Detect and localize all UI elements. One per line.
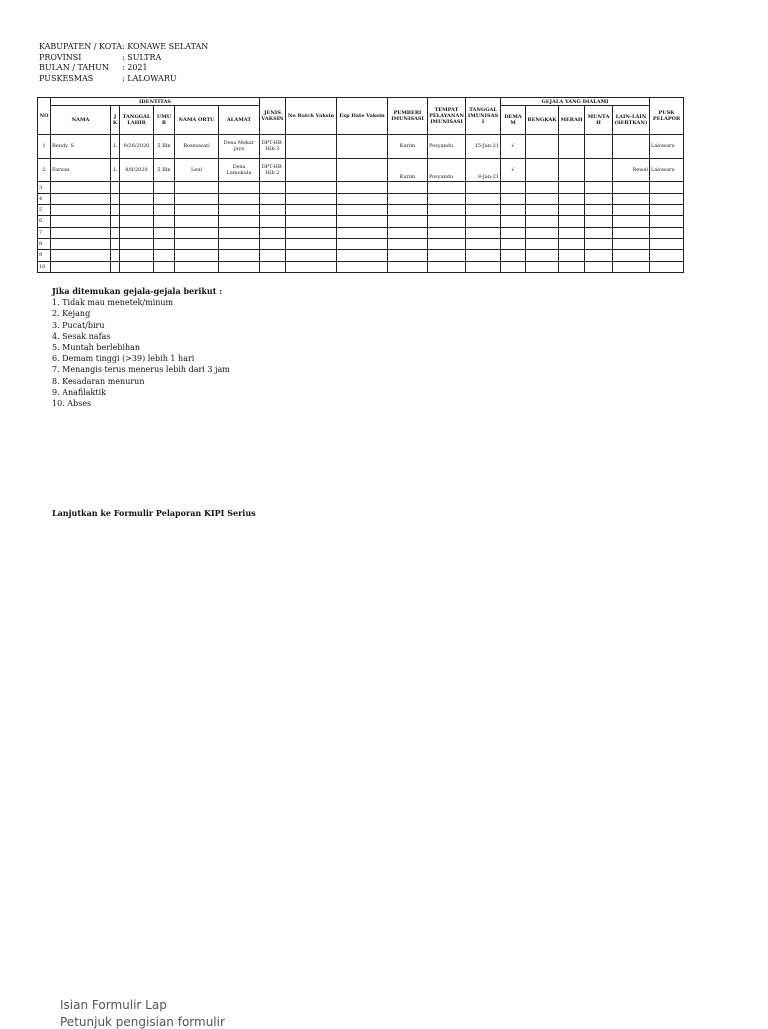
cell-no: 8 (38, 238, 51, 249)
cell-tanggal-imunisasi: 8-Jan-21 (466, 158, 501, 182)
empty-cell (111, 182, 120, 193)
table-row-empty (38, 216, 684, 227)
cell-nama: Rendy. S (51, 135, 111, 159)
empty-cell (388, 205, 428, 216)
cell-nama-ortu: Rosnawati (175, 135, 219, 159)
cell-no: 10 (38, 261, 51, 272)
empty-cell (428, 227, 466, 238)
empty-cell (428, 216, 466, 227)
symptom-item: 3. Pucat/biru (52, 320, 105, 330)
header-identitas: IDENTITAS (51, 98, 260, 106)
empty-cell (650, 261, 684, 272)
empty-cell (219, 205, 260, 216)
empty-cell (501, 261, 526, 272)
meta-row-bulan-tahun (39, 63, 208, 74)
cell-no: 6 (38, 216, 51, 227)
cell-tanggal-lahir: 8/8/2020 (120, 158, 154, 182)
cell-exp-date (337, 135, 388, 159)
empty-cell (585, 250, 613, 261)
table-row-empty (38, 182, 684, 193)
cell-tempat: Posyandu (428, 135, 466, 159)
header-demam: DEMAM (501, 106, 526, 135)
empty-cell (526, 193, 559, 204)
report-metadata (39, 42, 208, 84)
header-jenis-vaksin: JENIS VAKSIN (260, 98, 286, 135)
header-tanggal-lahir: TANGGAL LAHIR (120, 106, 154, 135)
empty-cell (154, 216, 175, 227)
cell-jenis-vaksin: DPT-HB-Hib 2 (260, 158, 286, 182)
empty-cell (388, 182, 428, 193)
table-row-empty (38, 227, 684, 238)
cell-muntah (585, 158, 613, 182)
empty-cell (526, 216, 559, 227)
empty-cell (585, 193, 613, 204)
empty-cell (111, 205, 120, 216)
cell-pemberi: Kurim (388, 135, 428, 159)
cell-tanggal-lahir: 9/26/2020 (120, 135, 154, 159)
empty-cell (219, 182, 260, 193)
empty-cell (559, 216, 585, 227)
symptom-item: 4. Sesak nafas (52, 331, 111, 341)
empty-cell (650, 205, 684, 216)
empty-cell (428, 193, 466, 204)
empty-cell (337, 205, 388, 216)
empty-cell (613, 238, 650, 249)
empty-cell (613, 227, 650, 238)
table-row-empty (38, 238, 684, 249)
empty-cell (428, 182, 466, 193)
empty-cell (388, 250, 428, 261)
empty-cell (466, 250, 501, 261)
empty-cell (219, 227, 260, 238)
empty-cell (650, 216, 684, 227)
empty-cell (466, 261, 501, 272)
empty-cell (260, 182, 286, 193)
empty-cell (585, 238, 613, 249)
cell-bengkak (526, 158, 559, 182)
header-lain-lain: LAIN-LAIN (SEBTKAN) (613, 106, 650, 135)
symptom-list (52, 286, 230, 409)
empty-cell (428, 238, 466, 249)
empty-cell (219, 250, 260, 261)
bottom-caption-line: Isian Formulir Lap (60, 998, 167, 1012)
empty-cell (466, 182, 501, 193)
empty-cell (388, 216, 428, 227)
empty-cell (51, 227, 111, 238)
empty-cell (51, 216, 111, 227)
table-row (38, 135, 684, 159)
empty-cell (286, 205, 337, 216)
empty-cell (175, 193, 219, 204)
empty-cell (120, 205, 154, 216)
cell-no: 3 (38, 182, 51, 193)
empty-cell (526, 238, 559, 249)
empty-cell (120, 227, 154, 238)
empty-cell (526, 205, 559, 216)
empty-cell (154, 193, 175, 204)
empty-cell (337, 227, 388, 238)
table-row (38, 158, 684, 182)
empty-cell (120, 238, 154, 249)
cell-umur: 5 Bln (154, 158, 175, 182)
symptom-list-title: Jika ditemukan gejala-gejala berikut : (52, 286, 223, 296)
empty-cell (120, 182, 154, 193)
kipi-report-table (37, 97, 684, 273)
cell-lain-lain: Rewel (613, 158, 650, 182)
symptom-item: 8. Kesadaran menurun (52, 376, 145, 386)
empty-cell (559, 227, 585, 238)
empty-cell (51, 238, 111, 249)
empty-cell (337, 182, 388, 193)
cell-alamat: Desa Mekar jaya (219, 135, 260, 159)
empty-cell (175, 250, 219, 261)
table-row-empty (38, 193, 684, 204)
empty-cell (388, 193, 428, 204)
cell-umur: 5 Bln (154, 135, 175, 159)
empty-cell (175, 238, 219, 249)
empty-cell (501, 193, 526, 204)
footer-note: Lanjutkan ke Formulir Pelaporan KIPI Serius (52, 508, 256, 518)
cell-merah (559, 158, 585, 182)
cell-lain-lain (613, 135, 650, 159)
header-no-batch: No Batch Vaksin (286, 98, 337, 135)
empty-cell (466, 238, 501, 249)
meta-row-provinsi (39, 53, 208, 64)
cell-muntah (585, 135, 613, 159)
empty-cell (650, 238, 684, 249)
empty-cell (175, 182, 219, 193)
empty-cell (111, 238, 120, 249)
empty-cell (501, 216, 526, 227)
cell-tempat: Posyandu (428, 158, 466, 182)
header-tanggal-imunisasi: TANGGAL IMUNISASI (466, 98, 501, 135)
empty-cell (650, 193, 684, 204)
cell-no-batch (286, 158, 337, 182)
cell-no: 5 (38, 205, 51, 216)
header-nama: NAMA (51, 106, 111, 135)
empty-cell (337, 238, 388, 249)
empty-cell (337, 261, 388, 272)
empty-cell (260, 216, 286, 227)
header-tempat: TEMPAT PELAYANAN IMUNISASI (428, 98, 466, 135)
header-no: NO (38, 98, 51, 135)
cell-no: 2 (38, 158, 51, 182)
header-umur: UMUR (154, 106, 175, 135)
empty-cell (466, 205, 501, 216)
empty-cell (51, 250, 111, 261)
cell-jk: L (111, 158, 120, 182)
empty-cell (120, 250, 154, 261)
header-pemberi: PEMBERI IMUNISASI (388, 98, 428, 135)
empty-cell (154, 205, 175, 216)
empty-cell (337, 250, 388, 261)
empty-cell (526, 227, 559, 238)
empty-cell (585, 182, 613, 193)
empty-cell (260, 250, 286, 261)
cell-no: 9 (38, 250, 51, 261)
empty-cell (120, 193, 154, 204)
empty-cell (51, 261, 111, 272)
symptom-item: 10. Abses (52, 399, 92, 409)
empty-cell (260, 193, 286, 204)
empty-cell (559, 193, 585, 204)
bottom-caption-line: Petunjuk pengisian formulir (60, 1015, 225, 1029)
cell-tanggal-imunisasi: 15-Jan-21 (466, 135, 501, 159)
empty-cell (501, 227, 526, 238)
empty-cell (428, 250, 466, 261)
empty-cell (428, 261, 466, 272)
empty-cell (337, 193, 388, 204)
meta-value: : 2021 (122, 63, 148, 74)
empty-cell (559, 238, 585, 249)
empty-cell (51, 205, 111, 216)
empty-cell (219, 193, 260, 204)
empty-cell (286, 182, 337, 193)
empty-cell (466, 193, 501, 204)
cell-no-batch (286, 135, 337, 159)
empty-cell (154, 250, 175, 261)
meta-key: KABUPATEN / KOTA (39, 42, 122, 51)
header-exp-date: Exp Date Vaksin (337, 98, 388, 135)
empty-cell (501, 182, 526, 193)
cell-merah (559, 135, 585, 159)
empty-cell (526, 261, 559, 272)
empty-cell (154, 182, 175, 193)
meta-key: PROVINSI (39, 52, 82, 62)
meta-value: : SULTRA (122, 53, 161, 64)
empty-cell (120, 261, 154, 272)
table-row-empty (38, 205, 684, 216)
empty-cell (111, 227, 120, 238)
symptom-item: 1. Tidak mau menetek/minum (52, 298, 174, 308)
cell-demam: √ (501, 135, 526, 159)
cell-nama-ortu: Leni (175, 158, 219, 182)
cell-jenis-vaksin: DPT-HB-Hib 3 (260, 135, 286, 159)
cell-no: 4 (38, 193, 51, 204)
cell-demam: √ (501, 158, 526, 182)
empty-cell (559, 205, 585, 216)
empty-cell (154, 227, 175, 238)
meta-value: : LALOWARU (122, 74, 177, 85)
empty-cell (51, 182, 111, 193)
empty-cell (337, 216, 388, 227)
empty-cell (466, 227, 501, 238)
empty-cell (111, 193, 120, 204)
meta-key: BULAN / TAHUN (39, 63, 109, 73)
empty-cell (585, 261, 613, 272)
empty-cell (111, 216, 120, 227)
header-bengkak: BENGKAK (526, 106, 559, 135)
empty-cell (120, 216, 154, 227)
header-pusk-pelapor: PUSK PELAPOR (650, 98, 684, 135)
empty-cell (650, 182, 684, 193)
empty-cell (613, 250, 650, 261)
empty-cell (526, 182, 559, 193)
empty-cell (219, 261, 260, 272)
empty-cell (501, 238, 526, 249)
symptom-item: 2. Kejang (52, 309, 91, 319)
empty-cell (111, 261, 120, 272)
table-row-empty (38, 261, 684, 272)
empty-cell (219, 238, 260, 249)
empty-cell (501, 250, 526, 261)
meta-row-kabupaten (39, 42, 208, 53)
symptom-item: 7. Menangis terus menerus lebih dari 3 jam (52, 365, 230, 375)
empty-cell (613, 261, 650, 272)
empty-cell (388, 238, 428, 249)
header-gejala: GEJALA YANG DIALAMI (501, 98, 650, 106)
empty-cell (613, 193, 650, 204)
table-row-empty (38, 250, 684, 261)
empty-cell (51, 193, 111, 204)
empty-cell (260, 227, 286, 238)
empty-cell (585, 205, 613, 216)
symptom-item: 6. Demam tinggi (>39) lebih 1 hari (52, 354, 195, 364)
empty-cell (154, 238, 175, 249)
empty-cell (466, 216, 501, 227)
empty-cell (613, 182, 650, 193)
empty-cell (260, 205, 286, 216)
cell-pusk-pelapor: Lalowaru (650, 158, 684, 182)
cell-no: 7 (38, 227, 51, 238)
empty-cell (559, 261, 585, 272)
empty-cell (154, 261, 175, 272)
empty-cell (286, 238, 337, 249)
empty-cell (501, 205, 526, 216)
cell-nama: Farzan (51, 158, 111, 182)
empty-cell (428, 205, 466, 216)
empty-cell (613, 205, 650, 216)
empty-cell (286, 193, 337, 204)
empty-cell (613, 216, 650, 227)
empty-cell (175, 205, 219, 216)
empty-cell (585, 227, 613, 238)
empty-cell (286, 227, 337, 238)
cell-exp-date (337, 158, 388, 182)
empty-cell (111, 250, 120, 261)
header-jk: JK (111, 106, 120, 135)
empty-cell (286, 216, 337, 227)
empty-cell (175, 227, 219, 238)
header-merah: MERAH (559, 106, 585, 135)
empty-cell (219, 216, 260, 227)
header-alamat: ALAMAT (219, 106, 260, 135)
meta-value: : KONAWE SELATAN (122, 42, 208, 53)
cell-alamat: Desa Lamokula (219, 158, 260, 182)
empty-cell (286, 261, 337, 272)
empty-cell (260, 238, 286, 249)
cell-bengkak (526, 135, 559, 159)
empty-cell (286, 250, 337, 261)
meta-key: PUSKESMAS (39, 73, 94, 83)
empty-cell (585, 216, 613, 227)
cell-pusk-pelapor: Lalowaru (650, 135, 684, 159)
header-muntah: MUNTAH (585, 106, 613, 135)
empty-cell (388, 227, 428, 238)
empty-cell (388, 261, 428, 272)
empty-cell (175, 216, 219, 227)
empty-cell (175, 261, 219, 272)
meta-row-puskesmas (39, 74, 208, 85)
empty-cell (650, 250, 684, 261)
symptom-item: 9. Anafilaktik (52, 387, 107, 397)
empty-cell (559, 250, 585, 261)
empty-cell (526, 250, 559, 261)
header-nama-ortu: NAMA ORTU (175, 106, 219, 135)
cell-jk: L (111, 135, 120, 159)
empty-cell (260, 261, 286, 272)
cell-no: 1 (38, 135, 51, 159)
empty-cell (559, 182, 585, 193)
symptom-item: 5. Muntah berlebihan (52, 343, 141, 353)
empty-cell (650, 227, 684, 238)
cell-pemberi: Kurim (388, 158, 428, 182)
